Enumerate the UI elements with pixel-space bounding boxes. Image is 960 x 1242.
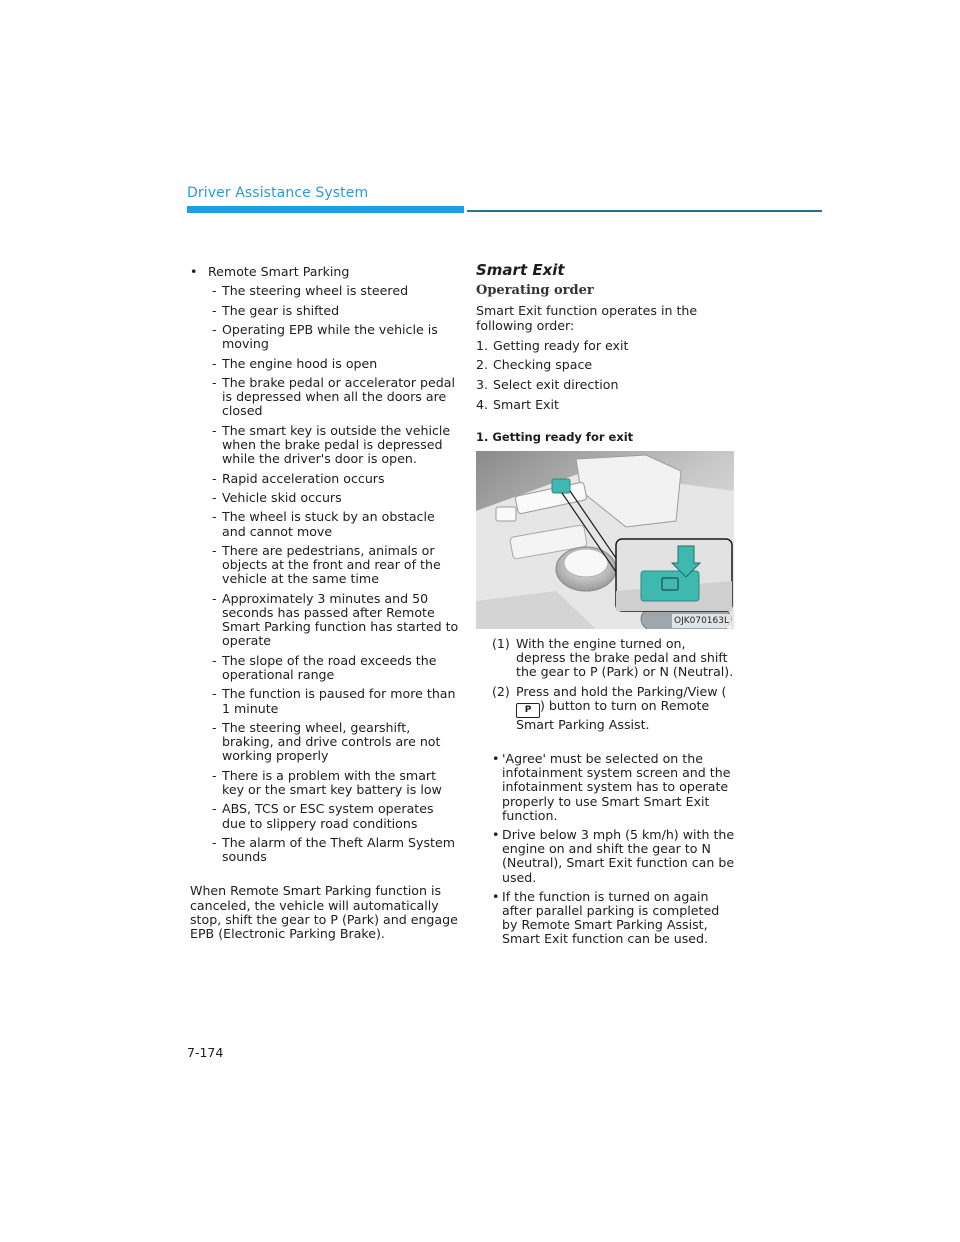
figure-code: OJK070163L [672,614,731,628]
list-item: • If the function is turned on again after parallel parking is completed by Remote Smart Parking Assist, Smart Exit function can be used. [492,890,738,947]
smart-exit-heading: Smart Exit [476,261,565,279]
step-heading: 1. Getting ready for exit [476,429,634,444]
list-item: - There are pedestrians, animals or objects at the front and rear of the vehicle at the same time [222,544,460,587]
cancel-conditions-list [190,284,460,864]
section-title: Driver Assistance System [187,185,369,201]
center-console-illustration [476,451,734,629]
list-item: - ABS, TCS or ESC system operates due to slippery road conditions [222,802,460,830]
list-item: - The engine hood is open [222,357,460,371]
list-item: - The smart key is outside the vehicle when the brake pedal is depressed while the driver's door is open. [222,424,460,467]
list-item: - Operating EPB while the vehicle is moving [222,323,460,351]
right-column [476,263,738,952]
list-item: 3. Select exit direction [476,377,619,392]
header-rule-accent [187,206,464,213]
list-item: - There is a problem with the smart key or the smart key battery is low [222,769,460,797]
operating-order-heading: Operating order [476,283,594,299]
list-item: - The slope of the road exceeds the operational range [222,654,460,682]
intro-text: Smart Exit function operates in the following order: [476,303,698,333]
list-item: • 'Agree' must be selected on the infotainment system screen and the infotainment system has to operate properly to use Smart Smart Exit function. [492,752,738,823]
list-item: - The gear is shifted [222,304,460,318]
list-item: - The steering wheel, gearshift, braking, and drive controls are not working properly [222,721,460,764]
list-item: 4. Smart Exit [476,396,559,412]
console-figure [476,451,734,629]
list-item: - Approximately 3 minutes and 50 seconds has passed after Remote Smart Parking function has started to operate [222,592,460,649]
steps-list [476,339,738,412]
list-item: - The brake pedal or accelerator pedal is depressed when all the doors are closed [222,376,460,419]
parking-view-icon: P [516,703,540,718]
notes-list [476,752,738,947]
list-item: - The function is paused for more than 1 minute [222,687,460,715]
list-item: - The steering wheel is steered [222,284,460,298]
header-rule-thin [467,210,822,212]
page-number: 7-174 [187,1045,224,1060]
list-item: 2. Checking space [476,357,593,373]
list-item: - Rapid acceleration occurs [222,472,460,486]
list-item: • Drive below 3 mph (5 km/h) with the engine on and shift the gear to N (Neutral), Smart Exit function can be used. [492,828,738,885]
bullet-remote-smart-parking: • Remote Smart Parking [190,265,460,279]
list-item: - The wheel is stuck by an obstacle and cannot move [222,510,460,538]
cancel-paragraph: When Remote Smart Parking function is canceled, the vehicle will automatically stop, shift the gear to P (Park) and engage EPB (Electronic Parking Brake). [190,883,458,941]
list-item: (2) Press and hold the Parking/View (P ) button to turn on Remote Smart Parking Assist. [492,683,727,732]
list-item: - The alarm of the Theft Alarm System sounds [222,836,460,864]
instructions-list [476,637,738,732]
left-column [190,265,460,941]
list-item: 1. Getting ready for exit [476,337,629,353]
list-item: (1) With the engine turned on, depress the brake pedal and shift the gear to P (Park) or N (Neutral). [492,636,734,680]
list-item: - Vehicle skid occurs [222,491,460,505]
